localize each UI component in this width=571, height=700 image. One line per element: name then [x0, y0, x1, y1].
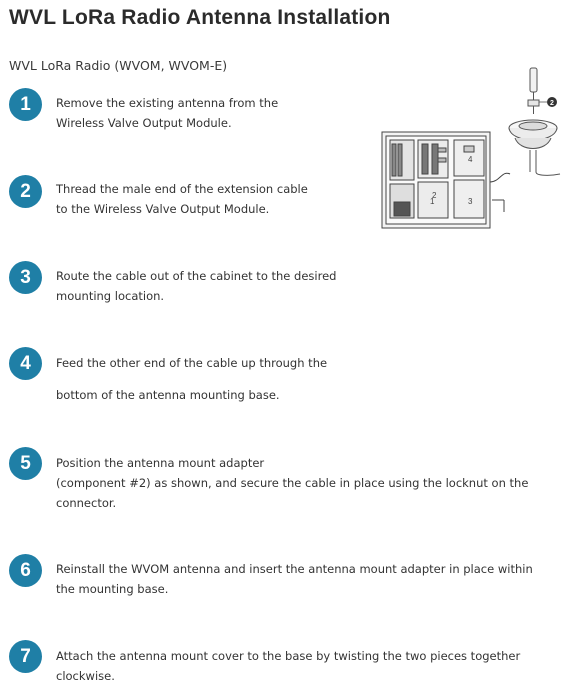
module-label-1: 1 [430, 197, 435, 206]
step-7-text: Attach the antenna mount cover to the base by twisting the two pieces together clockwise. [56, 649, 521, 683]
step-3-badge: 3 [9, 261, 42, 294]
component-callout [539, 97, 557, 107]
mounting-base [509, 120, 560, 175]
page-subtitle: WVL LoRa Radio (WVOM, WVOM-E) [9, 58, 228, 73]
step-5-text: Position the antenna mount adapter (component #2) as shown, and secure the cable in place using the locknut on the connector. [56, 456, 529, 510]
module-label-2: 2 [432, 191, 437, 200]
step-3-text: Route the cable out of the cabinet to the desired mounting location. [56, 269, 337, 303]
step-1-text: Remove the existing antenna from the Wireless Valve Output Module. [56, 96, 279, 130]
callout-label: 2 [550, 100, 554, 107]
step-1-badge: 1 [9, 88, 42, 121]
step-6-text: Reinstall the WVOM antenna and insert the antenna mount adapter in place within the mounting base. [56, 562, 533, 596]
step-2-text: Thread the male end of the extension cable to the Wireless Valve Output Module. [56, 182, 308, 216]
step-2-badge: 2 [9, 175, 42, 208]
step-4-text: Feed the other end of the cable up through the [56, 356, 328, 370]
module-label-4: 4 [468, 155, 473, 164]
step-4-text-continued: bottom of the antenna mounting base. [56, 388, 280, 402]
step-5-badge: 5 [9, 447, 42, 480]
module-label-3: 3 [468, 197, 473, 206]
controller-cabinet [382, 132, 510, 228]
step-4-badge: 4 [9, 347, 42, 380]
step-7-badge: 7 [9, 640, 42, 673]
installation-diagram [380, 62, 562, 238]
step-6-badge: 6 [9, 554, 42, 587]
antenna-illustration [528, 68, 539, 114]
page-title: WVL LoRa Radio Antenna Installation [9, 6, 391, 29]
